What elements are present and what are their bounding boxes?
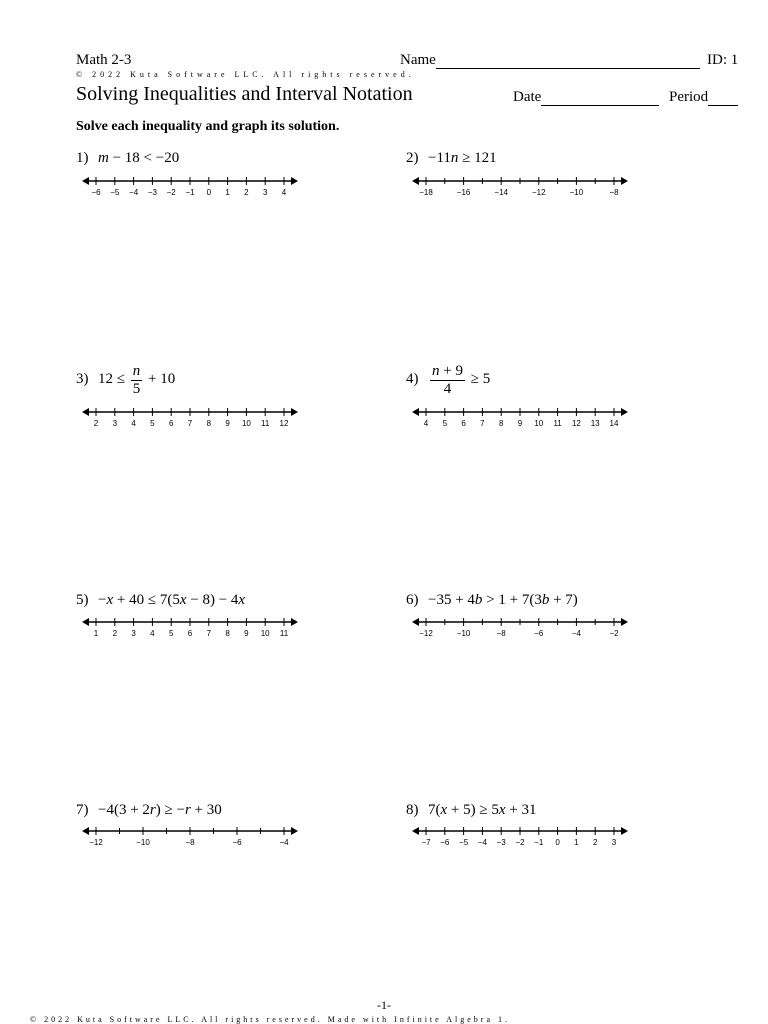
tick-label: −8 bbox=[496, 629, 506, 638]
left-arrow-icon bbox=[82, 177, 89, 185]
tick-label: 12 bbox=[279, 419, 289, 428]
tick-label: 8 bbox=[206, 419, 212, 428]
number-line-1[interactable] bbox=[82, 174, 298, 200]
tick-label: −3 bbox=[496, 838, 506, 847]
name-label: Name bbox=[400, 52, 436, 68]
number-line-3[interactable] bbox=[82, 405, 298, 431]
tick-label: 1 bbox=[574, 838, 579, 847]
tick-label: 2 bbox=[244, 188, 249, 197]
right-arrow-icon bbox=[291, 827, 298, 835]
worksheet-title: Solving Inequalities and Interval Notation bbox=[76, 83, 413, 105]
inequality-4: $\frac{n + 9}{4}$ ≥ 5 bbox=[432, 363, 491, 397]
copyright-bottom: © 2022 Kuta Software LLC. All rights reserved. Made with Infinite Algebra 1. bbox=[30, 1015, 511, 1024]
problem-5 bbox=[76, 592, 245, 609]
tick-label: −4 bbox=[129, 188, 139, 197]
tick-label: −1 bbox=[185, 188, 195, 197]
problem-number: 6) bbox=[406, 592, 419, 608]
problem-number: 4) bbox=[406, 371, 419, 388]
tick-label: 4 bbox=[131, 419, 136, 428]
inequality-7: −4(3 + 2r) ≥ −r + 30 bbox=[98, 802, 222, 818]
tick-label: −18 bbox=[419, 188, 433, 197]
tick-label: 7 bbox=[187, 419, 193, 428]
tick-label: 6 bbox=[168, 419, 174, 428]
problem-number: 8) bbox=[406, 802, 419, 818]
tick-label: 8 bbox=[498, 419, 504, 428]
inequality-2: −11n ≥ 121 bbox=[428, 150, 497, 166]
left-arrow-icon bbox=[412, 177, 419, 185]
tick-label: 8 bbox=[225, 629, 230, 638]
tick-label: −5 bbox=[110, 188, 120, 197]
inequality-5: −x + 40 ≤ 7(5x − 8) − 4x bbox=[98, 592, 246, 608]
tick-label: −2 bbox=[166, 188, 176, 197]
number-line-7[interactable] bbox=[82, 824, 298, 850]
problem-8 bbox=[406, 802, 537, 819]
tick-label: −8 bbox=[609, 188, 619, 197]
right-arrow-icon bbox=[621, 177, 628, 185]
date-blank[interactable] bbox=[541, 90, 659, 106]
problem-2 bbox=[406, 150, 497, 167]
number-line-2[interactable] bbox=[412, 174, 628, 200]
tick-label: 2 bbox=[592, 838, 598, 847]
tick-label: −4 bbox=[279, 838, 289, 847]
tick-label: −10 bbox=[136, 838, 150, 847]
page-number: -1- bbox=[377, 998, 391, 1012]
tick-label: −4 bbox=[571, 629, 581, 638]
tick-label: −16 bbox=[456, 188, 471, 197]
right-arrow-icon bbox=[621, 827, 628, 835]
tick-label: −12 bbox=[419, 629, 433, 638]
problem-number: 2) bbox=[406, 150, 419, 166]
right-arrow-icon bbox=[621, 618, 628, 626]
tick-label: 10 bbox=[534, 419, 544, 428]
tick-label: 0 bbox=[555, 838, 560, 847]
tick-label: 9 bbox=[244, 629, 249, 638]
tick-label: −3 bbox=[147, 188, 157, 197]
tick-label: 2 bbox=[93, 419, 99, 428]
date-label: Date bbox=[513, 89, 542, 105]
tick-label: −6 bbox=[534, 629, 544, 638]
number-line-4[interactable] bbox=[412, 405, 628, 431]
tick-label: 4 bbox=[423, 419, 429, 428]
tick-label: −1 bbox=[534, 838, 544, 847]
left-arrow-icon bbox=[412, 618, 419, 626]
tick-label: 5 bbox=[150, 419, 155, 428]
tick-label: 4 bbox=[150, 629, 155, 638]
number-line-8[interactable] bbox=[412, 824, 628, 850]
tick-label: −6 bbox=[91, 188, 101, 197]
name-blank[interactable] bbox=[436, 53, 700, 69]
inequality-6: −35 + 4b > 1 + 7(3b + 7) bbox=[428, 592, 578, 608]
tick-label: 9 bbox=[517, 419, 523, 428]
tick-label: 4 bbox=[281, 188, 287, 197]
tick-label: 13 bbox=[590, 419, 600, 428]
tick-label: −2 bbox=[609, 629, 619, 638]
problem-6 bbox=[406, 592, 578, 609]
tick-label: 5 bbox=[168, 629, 174, 638]
tick-label: −6 bbox=[232, 838, 242, 847]
problem-number: 7) bbox=[76, 802, 89, 818]
right-arrow-icon bbox=[621, 408, 628, 416]
tick-label: −12 bbox=[89, 838, 103, 847]
problem-1 bbox=[76, 150, 179, 167]
instructions: Solve each inequality and graph its solution. bbox=[76, 119, 340, 134]
period-blank[interactable] bbox=[708, 90, 738, 106]
tick-label: 3 bbox=[112, 419, 118, 428]
tick-label: 1 bbox=[225, 188, 230, 197]
tick-label: 11 bbox=[261, 419, 270, 428]
tick-label: 12 bbox=[571, 419, 581, 428]
tick-label: 2 bbox=[112, 629, 118, 638]
tick-label: 14 bbox=[609, 419, 619, 428]
problem-number: 5) bbox=[76, 592, 89, 608]
tick-label: 1 bbox=[93, 629, 99, 638]
period-label: Period bbox=[669, 89, 709, 105]
left-arrow-icon bbox=[82, 618, 89, 626]
right-arrow-icon bbox=[291, 408, 298, 416]
right-arrow-icon bbox=[291, 618, 298, 626]
problem-4 bbox=[406, 363, 490, 397]
date-field[interactable] bbox=[513, 89, 659, 106]
tick-label: 5 bbox=[442, 419, 448, 428]
tick-label: 6 bbox=[461, 419, 466, 428]
tick-label: 6 bbox=[187, 629, 193, 638]
period-field[interactable] bbox=[669, 89, 738, 106]
name-field[interactable] bbox=[400, 52, 700, 69]
problem-3 bbox=[76, 363, 175, 397]
tick-label: 7 bbox=[480, 419, 485, 428]
problem-7 bbox=[76, 802, 222, 819]
tick-label: 10 bbox=[241, 419, 251, 428]
tick-label: −12 bbox=[532, 188, 546, 197]
tick-label: 0 bbox=[206, 188, 212, 197]
copyright-top: © 2022 Kuta Software LLC. All rights reserved. bbox=[76, 70, 415, 79]
number-line-5[interactable] bbox=[82, 615, 298, 641]
course-name: Math 2-3 bbox=[76, 52, 132, 68]
tick-label: −8 bbox=[185, 838, 195, 847]
tick-label: 3 bbox=[131, 629, 136, 638]
tick-label: −6 bbox=[440, 838, 450, 847]
tick-label: −14 bbox=[494, 188, 508, 197]
tick-label: 7 bbox=[206, 629, 212, 638]
right-arrow-icon bbox=[291, 177, 298, 185]
tick-label: 3 bbox=[611, 838, 617, 847]
tick-label: −7 bbox=[421, 838, 431, 847]
left-arrow-icon bbox=[82, 827, 89, 835]
left-arrow-icon bbox=[412, 827, 419, 835]
tick-label: −5 bbox=[459, 838, 469, 847]
tick-label: 11 bbox=[279, 629, 289, 638]
inequality-1: m − 18 < −20 bbox=[98, 150, 180, 166]
tick-label: 9 bbox=[225, 419, 230, 428]
inequality-3: 12 ≤ $\frac{n}{5}$ + 10 bbox=[98, 363, 176, 397]
problem-number: 1) bbox=[76, 150, 89, 166]
tick-label: −10 bbox=[569, 188, 584, 197]
left-arrow-icon bbox=[412, 408, 419, 416]
tick-label: 3 bbox=[262, 188, 268, 197]
tick-label: 11 bbox=[553, 419, 562, 428]
tick-label: −4 bbox=[477, 838, 487, 847]
problem-number: 3) bbox=[76, 371, 89, 388]
number-line-6[interactable] bbox=[412, 615, 628, 641]
tick-label: 10 bbox=[260, 629, 270, 638]
tick-label: −2 bbox=[515, 838, 525, 847]
id-label: ID: 1 bbox=[707, 52, 739, 68]
left-arrow-icon bbox=[82, 408, 89, 416]
inequality-8: 7(x + 5) ≥ 5x + 31 bbox=[428, 802, 537, 818]
tick-label: −10 bbox=[456, 629, 471, 638]
